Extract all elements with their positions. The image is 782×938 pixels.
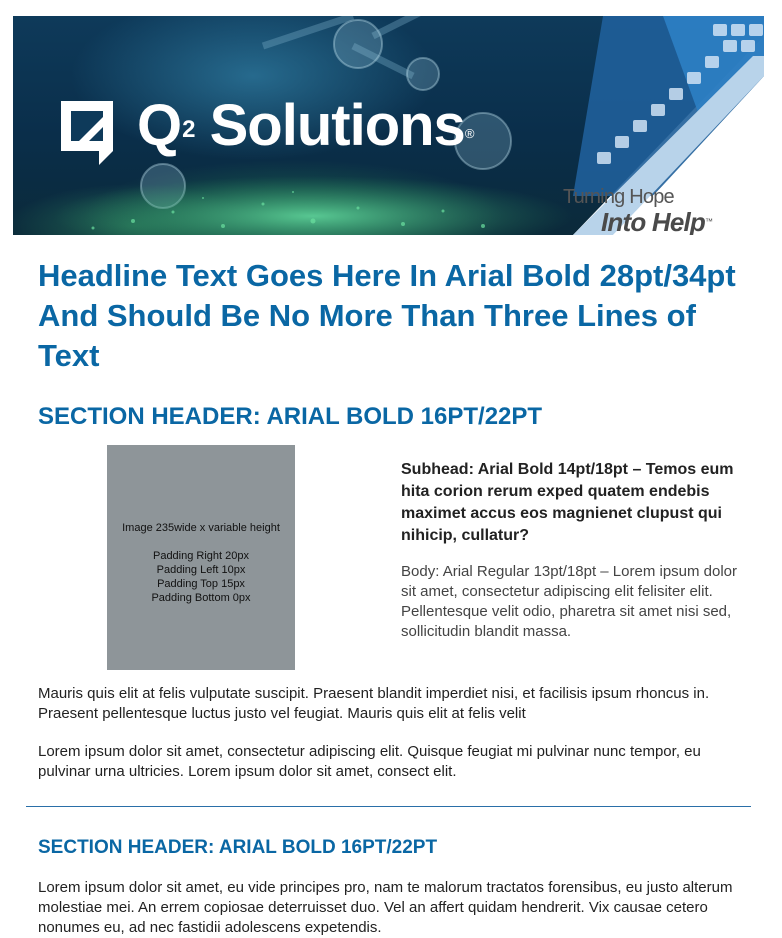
paragraph: Lorem ipsum dolor sit amet, consectetur adipiscing elit. Quisque feugiat mi pulvinar nunc tempor, eu pulvinar urna ultricies. Lorem ipsum dolor sit amet, consect elit. [38, 743, 701, 780]
subhead: Subhead: Arial Bold 14pt/18pt – Temos eum hita corion rerum exped quatem endebis maximet accus eos magnienet clupust qui nihicip, cullatur? [401, 461, 734, 544]
logo-letter: Q [137, 93, 182, 158]
image-caption: Image 235wide x variable height [122, 522, 280, 534]
image-placeholder [107, 445, 295, 670]
padding-right-text: Padding Right 20px [152, 550, 249, 562]
body-text: Body: Arial Regular 13pt/18pt – Lorem ipsum dolor sit amet, consectetur adipiscing elit felisiter elit. Pellentesque velit odio, pharetra sit amet nisi sed, sollicitudin blandit massa. [401, 563, 738, 640]
padding-top-text: Padding Top 15px [157, 578, 245, 590]
section-header: SECTION HEADER: ARIAL BOLD 16PT/22PT [38, 837, 438, 858]
section-header: SECTION HEADER: ARIAL BOLD 16PT/22PT [38, 403, 543, 430]
page-headline: Headline Text Goes Here In Arial Bold 28pt/34pt And Should Be No More Than Three Lines of Text [38, 258, 736, 373]
section-divider [26, 806, 751, 807]
company-logo [137, 94, 473, 158]
hero-banner [13, 16, 764, 235]
paragraph: Lorem ipsum dolor sit amet, eu vide principes pro, nam te malorum tractatos forensibus, eu justo alterum molestiae mei. An errem copiosae deterruisset duo. Vel an affert quidam hendrerit. Vix causae cetero nonumes eu, ad nec fastidii adolescens expetendis. [38, 879, 733, 936]
tagline-line2-text: Into Help [601, 207, 706, 235]
logo-superscript: 2 [182, 116, 195, 143]
tagline-line1: Turning Hope [563, 186, 674, 208]
registered-mark: ® [464, 126, 474, 141]
padding-bottom-text: Padding Bottom 0px [151, 592, 251, 604]
padding-left-text: Padding Left 10px [156, 564, 246, 576]
tagline-line2 [601, 208, 763, 235]
paragraph: Mauris quis elit at felis vulputate suscipit. Praesent blandit imperdiet nisi, et facilisis ipsum rhoncus in. Praesent pellentesque luctus justo vel feugiat. Mauris quis elit at felis velit [38, 685, 710, 722]
trademark-mark: ™ [705, 217, 713, 226]
q-logo-icon [61, 101, 113, 165]
image-padding-list [107, 549, 295, 605]
logo-word: Solutions [209, 93, 465, 158]
tagline [563, 186, 763, 235]
